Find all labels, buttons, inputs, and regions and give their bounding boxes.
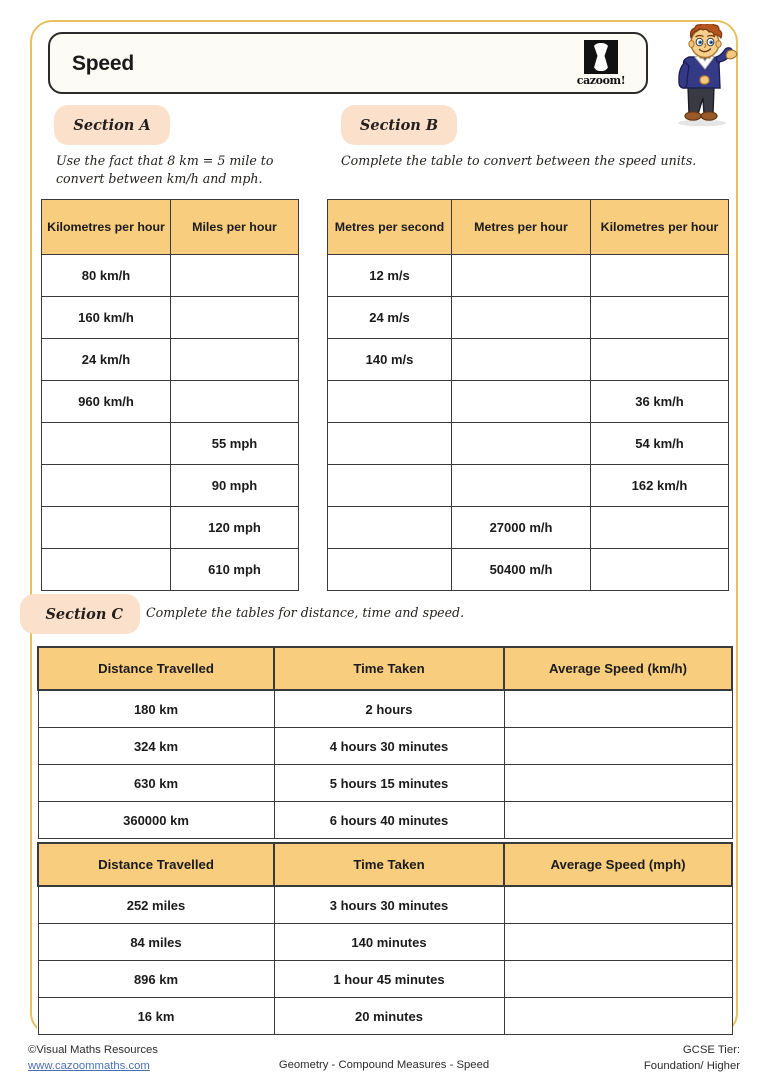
table-a-cell[interactable]: 610 mph — [171, 549, 299, 591]
table-b-header-row — [328, 200, 729, 255]
table-row — [42, 465, 299, 507]
table-row — [328, 465, 729, 507]
table-a-header-row — [42, 200, 299, 255]
table-b-answer-cell[interactable] — [591, 297, 729, 339]
table-c2-time-cell[interactable]: 20 minutes — [274, 998, 504, 1035]
table-section-c-kmh — [37, 646, 733, 839]
table-section-a — [41, 199, 299, 591]
table-row — [328, 381, 729, 423]
table-c1-time-cell[interactable]: 5 hours 15 minutes — [274, 765, 504, 802]
table-row — [42, 297, 299, 339]
table-row — [42, 255, 299, 297]
table-a-answer-cell[interactable] — [171, 381, 299, 423]
table-b-answer-cell[interactable] — [452, 381, 591, 423]
cazoom-logo-wordmark: cazoom! — [576, 74, 626, 87]
table-a-cell[interactable]: 80 km/h — [42, 255, 171, 297]
table-c1-col-header: Time Taken — [274, 647, 504, 690]
table-row — [38, 690, 732, 728]
table-c2-answer-cell[interactable] — [504, 961, 732, 998]
table-a-answer-cell[interactable] — [171, 297, 299, 339]
table-row — [42, 423, 299, 465]
table-section-b — [327, 199, 729, 591]
table-c2-answer-cell[interactable] — [504, 998, 732, 1035]
table-b-answer-cell[interactable] — [328, 465, 452, 507]
table-b-cell[interactable]: 162 km/h — [591, 465, 729, 507]
table-c1-col-header: Average Speed (km/h) — [504, 647, 732, 690]
table-b-cell[interactable]: 24 m/s — [328, 297, 452, 339]
table-c2-col-header: Time Taken — [274, 843, 504, 886]
table-c1-distance-cell[interactable]: 180 km — [38, 690, 274, 728]
table-b-answer-cell[interactable] — [452, 297, 591, 339]
table-b-answer-cell[interactable] — [328, 423, 452, 465]
table-c2-answer-cell[interactable] — [504, 924, 732, 961]
table-c2-time-cell[interactable]: 140 minutes — [274, 924, 504, 961]
table-row — [38, 802, 732, 839]
table-row — [42, 339, 299, 381]
table-row — [38, 765, 732, 802]
table-c2-distance-cell[interactable]: 16 km — [38, 998, 274, 1035]
table-c1-distance-cell[interactable]: 324 km — [38, 728, 274, 765]
section-c-instruction: Complete the tables for distance, time and speed. — [146, 605, 465, 620]
section-a-instruction: Use the fact that 8 km = 5 mile to convert between km/h and mph. — [56, 153, 274, 187]
table-b-answer-cell[interactable] — [452, 339, 591, 381]
table-c1-answer-cell[interactable] — [504, 765, 732, 802]
section-badge-c — [20, 594, 140, 634]
table-c2-distance-cell[interactable]: 84 miles — [38, 924, 274, 961]
table-row — [328, 549, 729, 591]
section-badge-b-label: Section B — [359, 116, 439, 134]
table-b-answer-cell[interactable] — [591, 549, 729, 591]
table-b-col-header: Kilometres per hour — [591, 200, 729, 255]
footer-website-link[interactable]: www.cazoommaths.com — [28, 1060, 150, 1073]
table-c1-distance-cell[interactable]: 360000 km — [38, 802, 274, 839]
mascot-character-illustration — [662, 24, 748, 126]
table-b-answer-cell[interactable] — [591, 255, 729, 297]
table-c2-col-header: Distance Travelled — [38, 843, 274, 886]
table-c1-time-cell[interactable]: 4 hours 30 minutes — [274, 728, 504, 765]
table-c2-distance-cell[interactable]: 896 km — [38, 961, 274, 998]
table-a-answer-cell[interactable] — [42, 465, 171, 507]
footer-tier-label: GCSE Tier: — [682, 1044, 740, 1056]
table-row — [328, 297, 729, 339]
table-a-col-header: Miles per hour — [171, 200, 299, 255]
table-b-cell[interactable]: 50400 m/h — [452, 549, 591, 591]
footer-copyright: ©Visual Maths Resources — [28, 1044, 158, 1056]
table-a-answer-cell[interactable] — [171, 255, 299, 297]
section-badge-a-label: Section A — [73, 116, 151, 134]
table-b-cell[interactable]: 27000 m/h — [452, 507, 591, 549]
table-row — [328, 339, 729, 381]
table-b-answer-cell[interactable] — [591, 507, 729, 549]
table-b-col-header: Metres per hour — [452, 200, 591, 255]
table-a-cell[interactable]: 160 km/h — [42, 297, 171, 339]
worksheet-title-bar — [48, 32, 648, 94]
table-row — [328, 255, 729, 297]
table-b-cell[interactable]: 36 km/h — [591, 381, 729, 423]
table-b-answer-cell[interactable] — [591, 339, 729, 381]
table-a-answer-cell[interactable] — [42, 507, 171, 549]
section-badge-b — [341, 105, 457, 145]
table-b-col-header: Metres per second — [328, 200, 452, 255]
table-b-answer-cell[interactable] — [452, 465, 591, 507]
table-row — [42, 381, 299, 423]
table-a-cell[interactable]: 24 km/h — [42, 339, 171, 381]
table-a-answer-cell[interactable] — [42, 549, 171, 591]
table-a-answer-cell[interactable] — [171, 339, 299, 381]
table-b-answer-cell[interactable] — [328, 507, 452, 549]
table-c2-header-row — [38, 843, 732, 886]
table-c1-time-cell[interactable]: 6 hours 40 minutes — [274, 802, 504, 839]
table-row — [38, 728, 732, 765]
table-b-answer-cell[interactable] — [328, 381, 452, 423]
table-row — [328, 423, 729, 465]
table-c1-distance-cell[interactable]: 630 km — [38, 765, 274, 802]
footer-right-block — [644, 1042, 740, 1075]
table-c2-distance-cell[interactable]: 252 miles — [38, 886, 274, 924]
table-c1-header-row — [38, 647, 732, 690]
cazoom-logo — [570, 40, 632, 90]
table-c2-time-cell[interactable]: 3 hours 30 minutes — [274, 886, 504, 924]
table-a-cell[interactable]: 120 mph — [171, 507, 299, 549]
table-row — [38, 886, 732, 924]
table-b-answer-cell[interactable] — [452, 423, 591, 465]
table-c1-col-header: Distance Travelled — [38, 647, 274, 690]
table-b-answer-cell[interactable] — [452, 255, 591, 297]
table-c2-col-header: Average Speed (mph) — [504, 843, 732, 886]
table-c1-answer-cell[interactable] — [504, 802, 732, 839]
page-footer — [28, 1042, 740, 1082]
table-c1-answer-cell[interactable] — [504, 728, 732, 765]
section-b-instruction: Complete the table to convert between the speed units. — [341, 153, 697, 168]
table-c1-time-cell[interactable]: 2 hours — [274, 690, 504, 728]
table-a-answer-cell[interactable] — [42, 423, 171, 465]
table-a-cell[interactable]: 90 mph — [171, 465, 299, 507]
page-title: Speed — [72, 52, 135, 75]
table-a-cell[interactable]: 55 mph — [171, 423, 299, 465]
table-row — [38, 998, 732, 1035]
table-row — [42, 549, 299, 591]
table-section-c-mph — [37, 842, 733, 1035]
table-a-cell[interactable]: 960 km/h — [42, 381, 171, 423]
table-c2-answer-cell[interactable] — [504, 886, 732, 924]
table-a-col-header: Kilometres per hour — [42, 200, 171, 255]
table-b-cell[interactable]: 140 m/s — [328, 339, 452, 381]
footer-tier-value: Foundation/ Higher — [643, 1060, 740, 1073]
section-badge-a — [54, 105, 170, 145]
section-badge-c-label: Section C — [45, 605, 123, 623]
table-row — [42, 507, 299, 549]
footer-topic-label: Geometry - Compound Measures - Speed — [278, 1059, 490, 1071]
cazoom-logo-mark-icon — [584, 40, 618, 74]
table-c2-time-cell[interactable]: 1 hour 45 minutes — [274, 961, 504, 998]
table-b-answer-cell[interactable] — [328, 549, 452, 591]
table-row — [38, 924, 732, 961]
table-c1-answer-cell[interactable] — [504, 690, 732, 728]
table-row — [38, 961, 732, 998]
table-b-cell[interactable]: 54 km/h — [591, 423, 729, 465]
table-row — [328, 507, 729, 549]
table-b-cell[interactable]: 12 m/s — [328, 255, 452, 297]
